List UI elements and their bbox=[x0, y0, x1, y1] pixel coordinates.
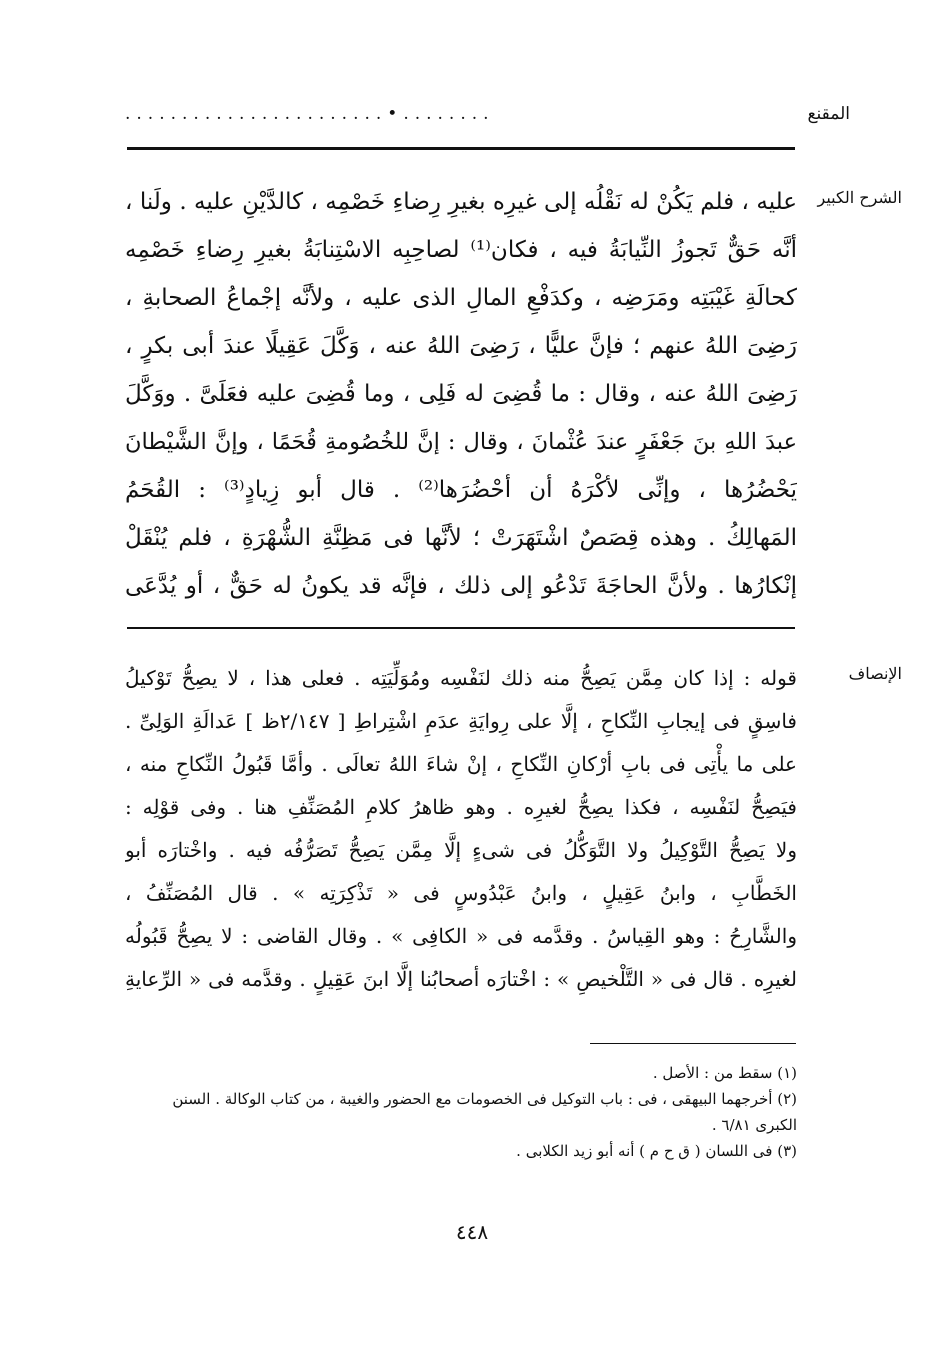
insaf-line: على ما يأْتِى فى بابِ أرْكانِ النِّكاحِ ، إنْ شاءَ اللهُ تعالَى . وأمَّا قَبُولُ النِّكاحِ منه ، bbox=[125, 752, 797, 776]
insaf-line: فيَصِحُّ لنَفْسِه ، فكذا يصِحُّ لغيرِه . وهو ظاهرُ كلامِ المُصَنِّفِ هنا . وفى قوْلِه : bbox=[125, 795, 797, 819]
running-header bbox=[125, 100, 850, 134]
sharh-text-block bbox=[125, 178, 797, 610]
insaf-text-block bbox=[125, 657, 797, 1001]
insaf-line: فاسِقٍ فى إيجابِ النِّكاحِ ، إلَّا على رِوايَةِ عدَمِ اشْتِراطِ [ ٢/١٤٧ظ ] عَدالَةِ الوَلِىِّ . bbox=[125, 709, 797, 733]
sharh-section-label: الشرح الكبير bbox=[817, 188, 902, 207]
sharh-line: كحالَةِ غَيْبَتِه ومَرَضِه ، وكدَفْعِ المالِ الذى عليه ، ولأنَّه إجْماعُ الصحابةِ ، bbox=[125, 285, 797, 311]
insaf-line: ولا يَصِحُّ التَّوْكِيلُ ولا التَّوَكُّلُ فى شىءٍ إلَّا مِمَّن يَصِحُّ تَصَرُّفُه فيه . واخْتارَه أبو bbox=[125, 838, 797, 862]
sharh-line: عبدَ اللهِ بنَ جَعْفَرٍ عندَ عُثْمانَ ، وقال : إنَّ للخُصُومةِ قُحَمًا ، وإنَّ الشَّيْطانَ bbox=[125, 429, 797, 455]
sharh-line: عليه ، فلم يَكُنْ له نَقْلُه إلى غيرِه بغيرِ رِضاءِ خَصْمِه ، كالدَّيْنِ عليه . ولَنا ، bbox=[125, 189, 797, 215]
page-number: ٤٤٨ bbox=[455, 1220, 489, 1244]
header-rule bbox=[127, 147, 795, 150]
insaf-line: والشَّارِحُ : وهو القِياسُ . وقدَّمه فى « الكافِى » . وقال القاضى : لا يصِحُّ قَبُولُه bbox=[125, 924, 797, 948]
header-separator: ........•....................... bbox=[125, 104, 495, 124]
footnotes bbox=[125, 1060, 797, 1164]
sharh-line: أنَّه حَقٌّ تَجوزُ النِّيابَةُ فيه ، فكان⁽¹⁾ لصاحِبِه الاسْتِنابَةُ بغيرِ رِضاءِ خَصْمِه bbox=[125, 237, 797, 263]
footnote: الكبرى ٦/٨١ . bbox=[711, 1116, 797, 1134]
footnote: (٣) فى اللسان ( ق ح م ) أنه أبو زيد الكلابى . bbox=[516, 1142, 797, 1160]
sharh-line: المَهالِكُ . وهذه قِصَصٌ اشْتَهَرَتْ ؛ لأنَّها فى مَظِنَّةِ الشُّهْرَةِ ، فلم يُنْقَلْ bbox=[125, 525, 797, 551]
insaf-line: قوله : إذا كان مِمَّن يَصِحُّ منه ذلك لنَفْسِه ومُوَلِّيَتِه . فعلى هذا ، لا يصِحُّ تَوْكيلُ bbox=[125, 666, 797, 690]
book-title: المقنع bbox=[807, 104, 850, 124]
footnote: (١) سقط من : الأصل . bbox=[652, 1064, 797, 1082]
sharh-line: رَضِىَ اللهُ عنهم ؛ فإنَّ عليًّا ، رَضِىَ اللهُ عنه ، وَكَّلَ عَقِيلًا عندَ أبى بكرٍ ، bbox=[125, 333, 797, 359]
insaf-line: لغيرِه . قال فى « التَّلْخيصِ » : اخْتارَه أصحابُنا إلَّا ابنَ عَقِيلٍ . وقدَّمه فى « الرِّعايةِ bbox=[125, 967, 797, 991]
sharh-line: إنْكارُها . ولأنَّ الحاجَةَ تَدْعُو إلى ذلك ، فإنَّه قد يكونُ له حَقٌّ ، أو يُدَّعَى bbox=[125, 573, 797, 599]
insaf-section-label: الإنصاف bbox=[848, 664, 902, 683]
footnote-rule bbox=[590, 1043, 796, 1044]
footnote: (٢) أخرجهما البيهقى ، فى : باب التوكيل فى الخصومات مع الحضور والغيبة ، من كتاب الوكالة . السنن bbox=[172, 1090, 797, 1108]
sharh-line: يَحْضُرُها ، وإنِّى لأكْرَهُ أن أحْضُرَها⁽²⁾ . قال أبو زِيادٍ⁽³⁾ : القُحَمُ bbox=[125, 477, 797, 503]
sharh-line: رَضِىَ اللهُ عنه ، وقال : ما قُضِىَ له فَلِى ، وما قُضِىَ عليه فعَلَىَّ . ووَكَّلَ bbox=[125, 381, 797, 407]
insaf-line: الخَطَّابِ ، وابنُ عَقِيلٍ ، وابنُ عَبْدُوسٍ فى « تَذْكِرَتِه » . قال المُصَنِّفُ ، bbox=[125, 881, 797, 905]
section-divider bbox=[127, 627, 795, 629]
